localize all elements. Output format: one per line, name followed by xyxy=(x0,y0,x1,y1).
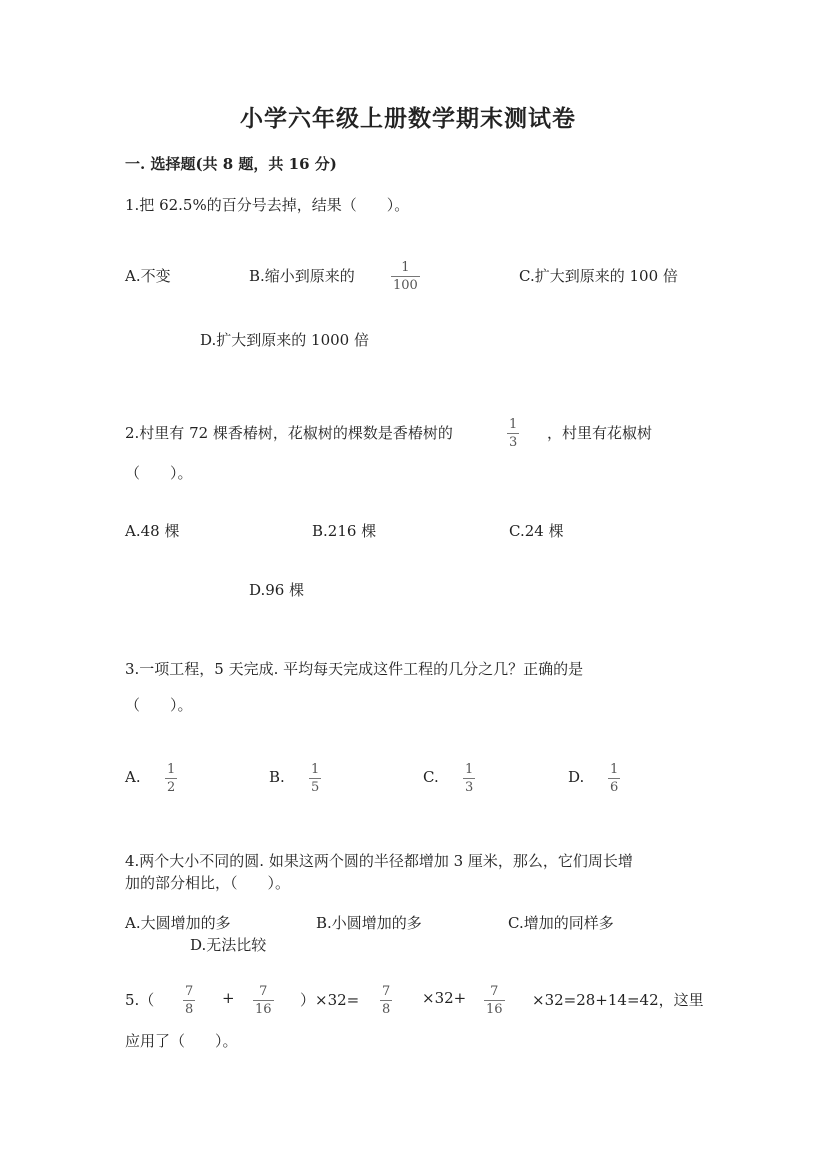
fraction-denominator: 100 xyxy=(393,278,418,293)
q1-option-b-fraction xyxy=(391,260,420,293)
fraction-denominator: 3 xyxy=(465,780,474,795)
q3-stem: 3.一项工程，5 天完成. 平均每天完成这件工程的几分之几？正确的是 xyxy=(125,660,584,678)
q2-option-c[interactable]: C.24 棵 xyxy=(509,522,564,540)
q4-option-c[interactable]: C.增加的同样多 xyxy=(508,914,614,932)
fraction-denominator: 8 xyxy=(382,1002,391,1017)
fraction-numerator: 1 xyxy=(509,417,518,432)
fraction-denominator: 16 xyxy=(255,1002,272,1017)
q2-option-a[interactable]: A.48 棵 xyxy=(125,522,180,540)
section-heading: 一. 选择题(共 8 题，共 16 分) xyxy=(125,155,337,173)
q5-fraction-4 xyxy=(484,984,505,1017)
q5-text-3: ）×32= xyxy=(300,991,360,1009)
q1-option-c[interactable]: C.扩大到原来的 100 倍 xyxy=(519,267,678,285)
fraction-denominator: 16 xyxy=(486,1002,503,1017)
q2-stem-fraction xyxy=(507,417,519,450)
fraction-numerator: 1 xyxy=(401,260,410,275)
q3-stem-line2: （ ）。 xyxy=(125,696,193,714)
q4-option-a[interactable]: A.大圆增加的多 xyxy=(125,914,231,932)
q5-fraction-2 xyxy=(253,984,274,1017)
q2-stem-part1: 2.村里有 72 棵香椿树，花椒树的棵数是香椿树的 xyxy=(125,424,453,442)
fraction-denominator: 2 xyxy=(167,780,176,795)
fraction-denominator: 3 xyxy=(509,435,518,450)
q4-stem-line2: 加的部分相比，（ ）。 xyxy=(125,874,291,892)
q5-text-2: + xyxy=(222,989,235,1007)
fraction-numerator: 7 xyxy=(382,984,391,999)
q5-text-5: ×32=28+14=42，这里 xyxy=(532,991,704,1009)
q5-stem-line2: 应用了（ ）。 xyxy=(125,1032,238,1050)
fraction-numerator: 7 xyxy=(490,984,499,999)
fraction-numerator: 7 xyxy=(259,984,268,999)
q3-option-c-fraction xyxy=(463,762,475,795)
q3-option-c[interactable]: C. xyxy=(423,768,439,786)
q2-option-d[interactable]: D.96 棵 xyxy=(249,581,305,599)
q3-option-a[interactable]: A. xyxy=(125,768,141,786)
fraction-denominator: 5 xyxy=(311,780,320,795)
page-title: 小学六年级上册数学期末测试卷 xyxy=(240,105,576,132)
fraction-numerator: 1 xyxy=(465,762,474,777)
q3-option-d-fraction xyxy=(608,762,620,795)
q1-option-b[interactable]: B.缩小到原来的 xyxy=(249,267,355,285)
q1-stem: 1.把 62.5%的百分号去掉，结果（ ）。 xyxy=(125,196,410,214)
q5-fraction-3 xyxy=(380,984,392,1017)
q1-option-a[interactable]: A.不变 xyxy=(125,267,171,285)
fraction-numerator: 1 xyxy=(311,762,320,777)
q4-stem: 4.两个大小不同的圆. 如果这两个圆的半径都增加 3 厘米，那么，它们周长增 xyxy=(125,852,633,870)
q2-option-b[interactable]: B.216 棵 xyxy=(312,522,377,540)
q3-option-a-fraction xyxy=(165,762,177,795)
q5-text-1: 5.（ xyxy=(125,991,155,1009)
fraction-numerator: 1 xyxy=(610,762,619,777)
q3-option-b[interactable]: B. xyxy=(269,768,285,786)
fraction-denominator: 8 xyxy=(185,1002,194,1017)
q1-option-d[interactable]: D.扩大到原来的 1000 倍 xyxy=(200,331,369,349)
q2-stem-line2: （ ）。 xyxy=(125,464,193,482)
q5-text-4: ×32+ xyxy=(422,989,467,1007)
fraction-denominator: 6 xyxy=(610,780,619,795)
q3-option-d[interactable]: D. xyxy=(568,768,585,786)
q4-option-d[interactable]: D.无法比较 xyxy=(190,936,267,954)
q5-fraction-1 xyxy=(183,984,195,1017)
fraction-numerator: 1 xyxy=(167,762,176,777)
q4-option-b[interactable]: B.小圆增加的多 xyxy=(316,914,422,932)
q2-stem-part2: ，村里有花椒树 xyxy=(547,424,653,442)
q3-option-b-fraction xyxy=(309,762,321,795)
fraction-numerator: 7 xyxy=(185,984,194,999)
